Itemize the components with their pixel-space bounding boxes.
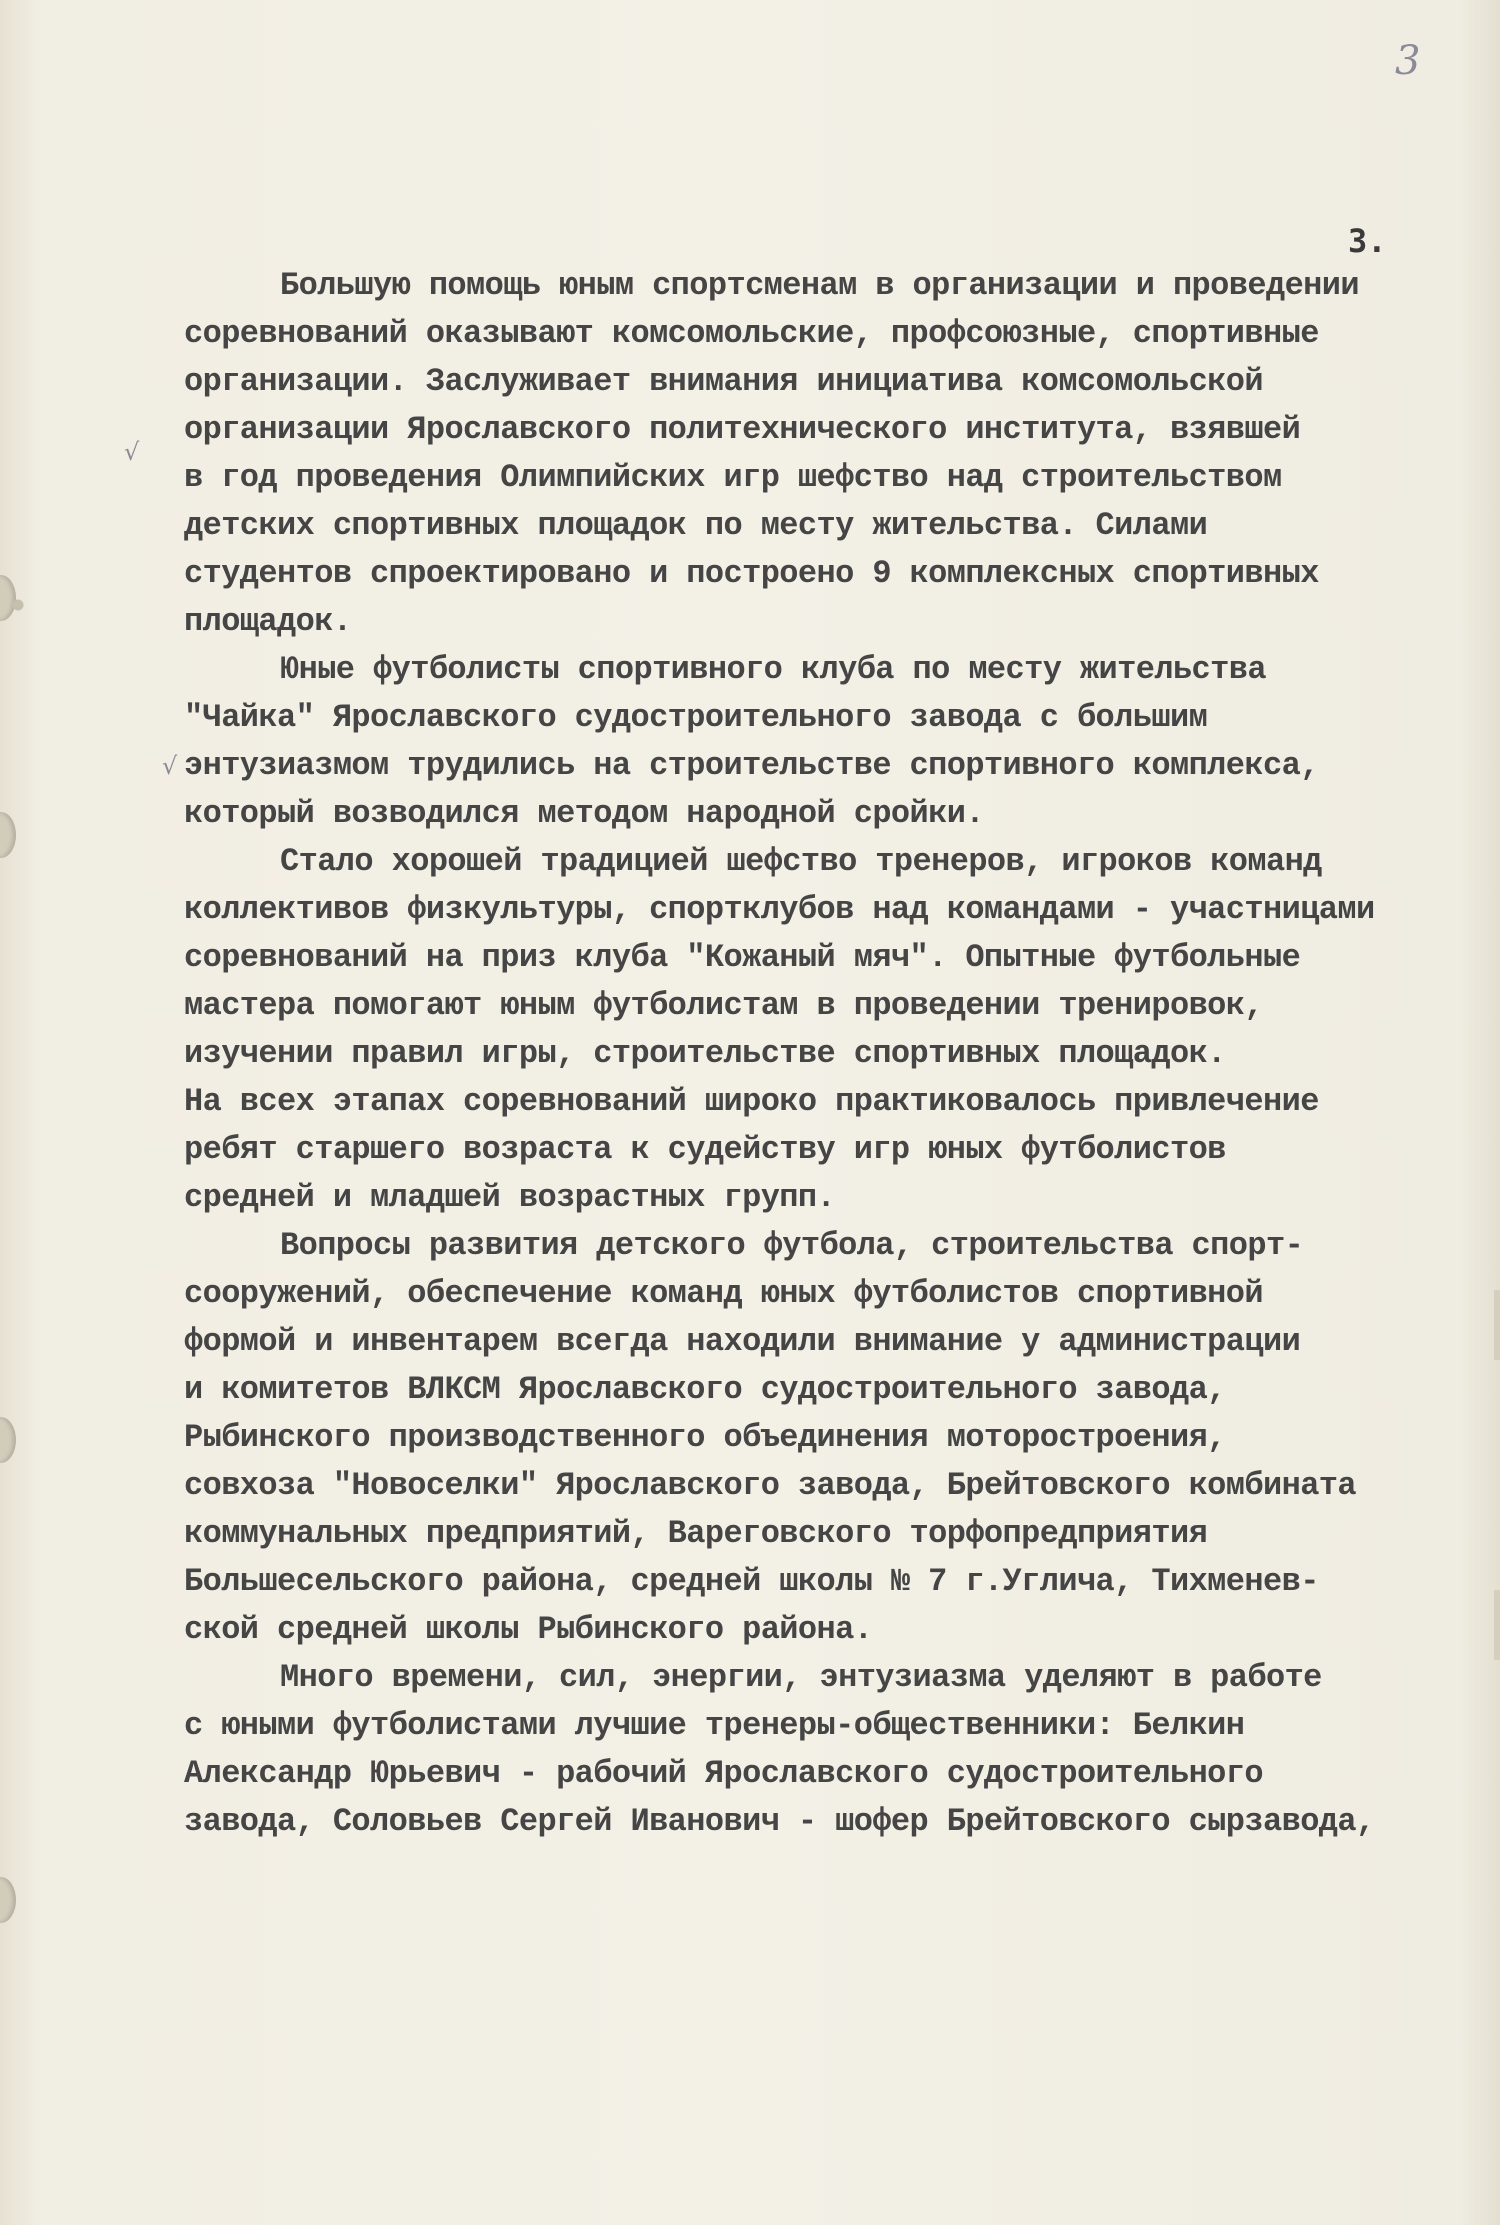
- text-line: площадок.: [184, 603, 352, 640]
- paragraph: [184, 1654, 1464, 1846]
- text-line: студентов спроектировано и построено 9 комплексных спортивных: [184, 555, 1319, 592]
- edge-mark: [1494, 1290, 1500, 1360]
- text-line: Юные футболисты спортивного клуба по месту жительства: [280, 651, 1266, 688]
- archive-page-number: 3: [1395, 38, 1421, 84]
- text-line: Александр Юрьевич - рабочий Ярославского судостроительного: [184, 1755, 1263, 1792]
- text-line: Рыбинского производственного объединения моторостроения,: [184, 1419, 1226, 1456]
- text-line: коммунальных предприятий, Вареговского торфопредприятия: [184, 1515, 1208, 1552]
- paragraph: [184, 1222, 1464, 1654]
- paragraph: [184, 646, 1464, 838]
- punch-hole-mark: [0, 1877, 16, 1923]
- text-line: изучении правил игры, строительстве спортивных площадок.: [184, 1035, 1226, 1072]
- text-line: средней и младшей возрастных групп.: [184, 1179, 836, 1216]
- margin-check-mark: √: [124, 438, 140, 466]
- text-line: ребят старшего возраста к судейству игр юных футболистов: [184, 1131, 1226, 1168]
- text-line: который возводился методом народной сройки.: [184, 795, 984, 832]
- text-line: соревнований оказывают комсомольские, профсоюзные, спортивные: [184, 315, 1319, 352]
- page-number: 3.: [1348, 222, 1387, 260]
- text-line: мастера помогают юным футболистам в проведении тренировок,: [184, 987, 1263, 1024]
- punch-hole-mark: [0, 812, 16, 858]
- punch-hole-mark: [0, 1417, 16, 1463]
- text-line: организации Ярославского политехнического института, взявшей: [184, 411, 1301, 448]
- text-line: соревнований на приз клуба "Кожаный мяч". Опытные футбольные: [184, 939, 1301, 976]
- text-line: и комитетов ВЛКСМ Ярославского судостроительного завода,: [184, 1371, 1226, 1408]
- text-line: На всех этапах соревнований широко практиковалось привлечение: [184, 1083, 1319, 1120]
- paragraph: [184, 838, 1464, 1222]
- text-line: формой и инвентарем всегда находили внимание у администрации: [184, 1323, 1301, 1360]
- text-line: организации. Заслуживает внимания инициатива комсомольской: [184, 363, 1263, 400]
- document-body: [184, 262, 1464, 1846]
- text-line: с юными футболистами лучшие тренеры-общественники: Белкин: [184, 1707, 1245, 1744]
- text-line: Стало хорошей традицией шефство тренеров, игроков команд: [280, 843, 1322, 880]
- text-line: Много времени, сил, энергии, энтузиазма уделяют в работе: [280, 1659, 1322, 1696]
- text-line: Вопросы развития детского футбола, строительства спорт-: [280, 1227, 1304, 1264]
- text-line: сооружений, обеспечение команд юных футболистов спортивной: [184, 1275, 1263, 1312]
- text-line: ской средней школы Рыбинского района.: [184, 1611, 873, 1648]
- text-line: завода, Соловьев Сергей Иванович - шофер Брейтовского сырзавода,: [184, 1803, 1375, 1840]
- text-line: Большую помощь юным спортсменам в организации и проведении: [280, 267, 1359, 304]
- edge-mark: [1494, 1590, 1500, 1660]
- paper-tear-mark: [8, 585, 28, 625]
- text-line: совхоза "Новоселки" Ярославского завода, Брейтовского комбината: [184, 1467, 1356, 1504]
- text-line: Большесельского района, средней школы № 7 г.Углича, Тихменев-: [184, 1563, 1319, 1600]
- text-line: детских спортивных площадок по месту жительства. Силами: [184, 507, 1208, 544]
- margin-check-mark: √: [162, 752, 178, 780]
- text-line: коллективов физкультуры, спортклубов над командами - участницами: [184, 891, 1375, 928]
- text-line: в год проведения Олимпийских игр шефство над строительством: [184, 459, 1282, 496]
- paragraph: [184, 262, 1464, 646]
- text-line: "Чайка" Ярославского судостроительного завода с большим: [184, 699, 1208, 736]
- text-line: энтузиазмом трудились на строительстве спортивного комплекса,: [184, 747, 1319, 784]
